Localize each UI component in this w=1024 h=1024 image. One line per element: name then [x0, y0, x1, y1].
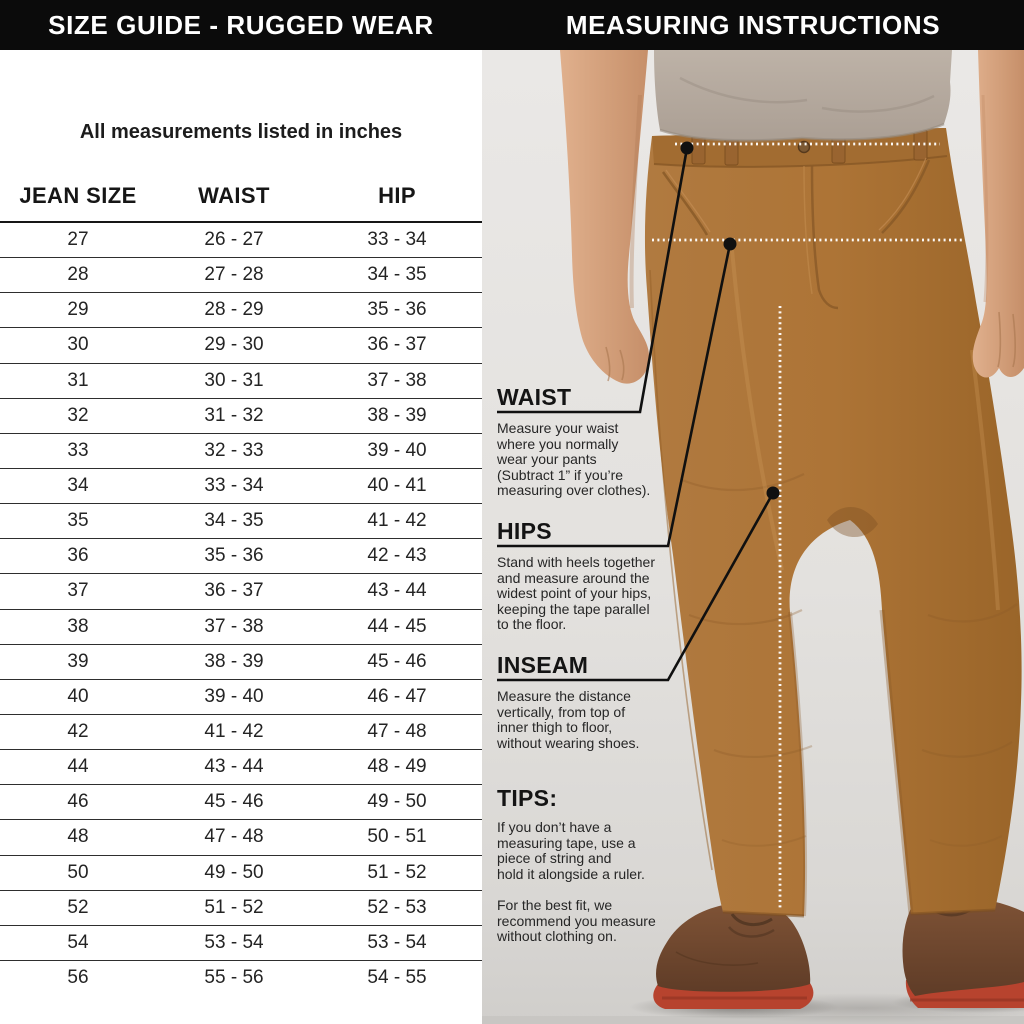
measuring-photo-panel	[482, 50, 1024, 1024]
table-cell: 35 - 36	[204, 545, 264, 567]
table-cell: 27	[67, 229, 89, 251]
table-cell: 46 - 47	[367, 685, 427, 707]
table-cell: 38	[67, 615, 89, 637]
table-row	[0, 223, 482, 257]
table-row	[0, 363, 482, 398]
table-row	[0, 855, 482, 890]
table-cell: 28 - 29	[204, 299, 264, 321]
table-cell: 30	[67, 334, 89, 356]
table-cell: 50 - 51	[367, 826, 427, 848]
table-cell: 42 - 43	[367, 545, 427, 567]
column-header: WAIST	[198, 183, 270, 208]
table-cell: 27 - 28	[204, 264, 264, 286]
table-cell: 34	[67, 475, 89, 497]
inseam-heading: INSEAM	[497, 652, 589, 678]
hips-leader-dot	[724, 238, 737, 251]
table-cell: 40 - 41	[367, 475, 427, 497]
table-cell: 33 - 34	[204, 475, 264, 497]
table-cell: 29	[67, 299, 89, 321]
table-cell: 35	[67, 510, 89, 532]
table-row	[0, 784, 482, 819]
table-cell: 45 - 46	[204, 791, 264, 813]
table-cell: 46	[67, 791, 89, 813]
table-row	[0, 960, 482, 995]
table-cell: 37	[67, 580, 89, 602]
waist-instructions: Measure your waist where you normally wear your pants (Subtract 1” if you’re measuring over clothes).	[497, 420, 651, 499]
table-row	[0, 538, 482, 573]
table-row	[0, 890, 482, 925]
table-cell: 39 - 40	[204, 685, 264, 707]
table-cell: 54	[67, 931, 89, 953]
table-row	[0, 327, 482, 362]
table-cell: 50	[67, 861, 89, 883]
table-row	[0, 714, 482, 749]
tips-instructions-1: If you don’t have a measuring tape, use a piece of string and hold it alongside a ruler.	[497, 819, 645, 882]
table-row	[0, 819, 482, 854]
hips-heading: HIPS	[497, 518, 552, 544]
table-cell: 42	[67, 721, 89, 743]
table-cell: 39	[67, 650, 89, 672]
table-cell: 49 - 50	[204, 861, 264, 883]
table-cell: 53 - 54	[367, 931, 427, 953]
table-cell: 41 - 42	[204, 721, 264, 743]
table-cell: 36	[67, 545, 89, 567]
table-row	[0, 468, 482, 503]
table-cell: 39 - 40	[367, 439, 427, 461]
table-cell: 54 - 55	[367, 967, 427, 989]
table-row	[0, 573, 482, 608]
table-cell: 30 - 31	[204, 369, 264, 391]
table-cell: 40	[67, 685, 89, 707]
table-cell: 41 - 42	[367, 510, 427, 532]
table-cell: 37 - 38	[204, 615, 264, 637]
size-table-header-row	[0, 180, 482, 212]
table-cell: 34 - 35	[367, 264, 427, 286]
table-cell: 53 - 54	[204, 931, 264, 953]
table-cell: 32	[67, 404, 89, 426]
table-row	[0, 292, 482, 327]
size-guide-title-area	[0, 0, 482, 50]
table-cell: 26 - 27	[204, 229, 264, 251]
table-cell: 56	[67, 967, 89, 989]
hips-instructions: Stand with heels together and measure around the widest point of your hips, keeping the tape parallel to the floor.	[497, 554, 655, 633]
table-row	[0, 398, 482, 433]
column-header: JEAN SIZE	[19, 183, 137, 208]
table-cell: 44	[67, 756, 89, 778]
table-cell: 48 - 49	[367, 756, 427, 778]
table-cell: 31 - 32	[204, 404, 264, 426]
waist-leader-dot	[681, 142, 694, 155]
top-title-bar	[0, 0, 1024, 50]
table-cell: 55 - 56	[204, 967, 264, 989]
table-cell: 45 - 46	[367, 650, 427, 672]
table-cell: 44 - 45	[367, 615, 427, 637]
table-cell: 33	[67, 439, 89, 461]
table-cell: 48	[67, 826, 89, 848]
table-cell: 36 - 37	[204, 580, 264, 602]
table-cell: 51 - 52	[204, 896, 264, 918]
table-cell: 52	[67, 896, 89, 918]
table-cell: 36 - 37	[367, 334, 427, 356]
waist-heading: WAIST	[497, 384, 572, 410]
table-row	[0, 925, 482, 960]
table-cell: 43 - 44	[204, 756, 264, 778]
column-header: HIP	[378, 183, 416, 208]
table-cell: 51 - 52	[367, 861, 427, 883]
size-table-panel	[0, 50, 482, 1024]
table-cell: 28	[67, 264, 89, 286]
table-subtitle: All measurements listed in inches	[79, 121, 403, 143]
table-cell: 29 - 30	[204, 334, 264, 356]
table-row	[0, 749, 482, 784]
tips-instructions-2: For the best fit, we recommend you measure without clothing on.	[497, 897, 656, 945]
table-cell: 49 - 50	[367, 791, 427, 813]
tips-heading: TIPS:	[497, 785, 558, 811]
table-cell: 33 - 34	[367, 229, 427, 251]
inseam-instructions: Measure the distance vertically, from top of inner thigh to floor, without wearing shoes.	[497, 688, 640, 751]
measuring-instructions-title-area	[482, 0, 1024, 50]
table-cell: 38 - 39	[367, 404, 427, 426]
table-row	[0, 433, 482, 468]
table-row	[0, 257, 482, 292]
table-row	[0, 609, 482, 644]
table-row	[0, 644, 482, 679]
table-cell: 32 - 33	[204, 439, 264, 461]
table-cell: 52 - 53	[367, 896, 427, 918]
table-cell: 35 - 36	[367, 299, 427, 321]
measuring-instructions-title: MEASURING INSTRUCTIONS	[565, 9, 941, 40]
table-row	[0, 679, 482, 714]
table-cell: 47 - 48	[204, 826, 264, 848]
inseam-leader-dot	[767, 487, 780, 500]
table-cell: 38 - 39	[204, 650, 264, 672]
table-cell: 37 - 38	[367, 369, 427, 391]
table-cell: 31	[67, 369, 89, 391]
table-cell: 34 - 35	[204, 510, 264, 532]
table-cell: 47 - 48	[367, 721, 427, 743]
table-row	[0, 503, 482, 538]
size-table-body	[0, 221, 482, 995]
size-guide-title: SIZE GUIDE - RUGGED WEAR	[48, 9, 434, 40]
table-cell: 43 - 44	[367, 580, 427, 602]
t-shirt	[654, 50, 952, 140]
